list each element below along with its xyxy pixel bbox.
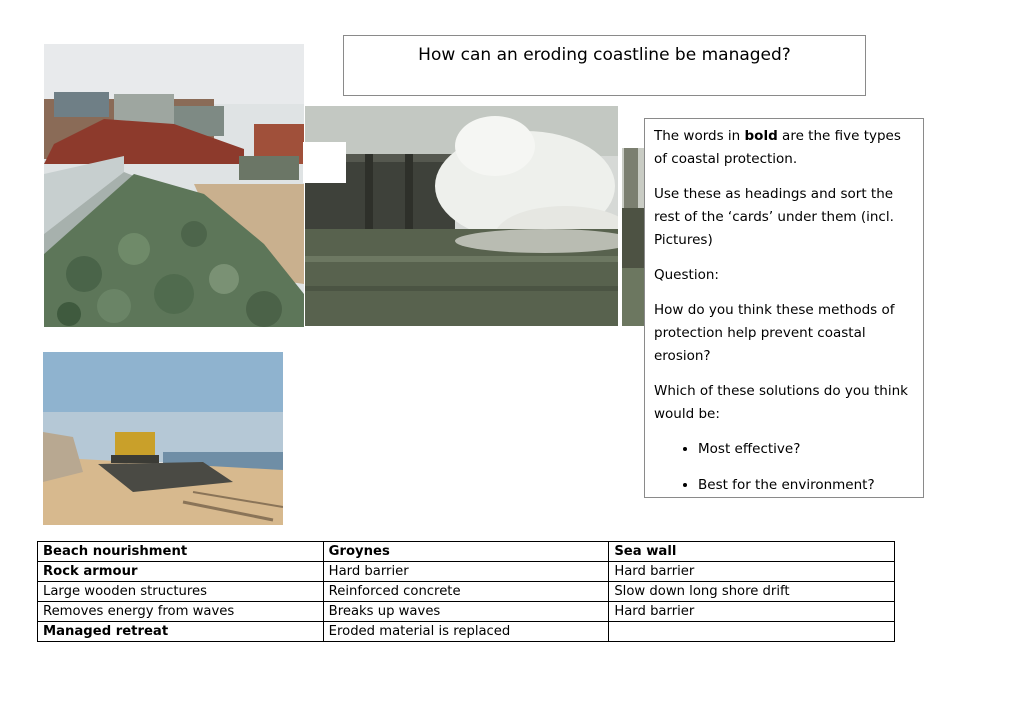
question-two: Which of these solutions do you think would be: xyxy=(654,383,908,422)
table-row xyxy=(38,582,895,602)
question-bullets xyxy=(654,438,914,497)
table-row xyxy=(38,622,895,642)
question-one: How do you think these methods of protection help prevent coastal erosion? xyxy=(654,302,895,364)
beach-nourishment-photo xyxy=(43,352,283,525)
table-cell: Large wooden structures xyxy=(38,582,324,602)
table-cell: Slow down long shore drift xyxy=(609,582,895,602)
table-cell: Rock armour xyxy=(38,562,324,582)
table-row xyxy=(38,602,895,622)
instructions-box xyxy=(644,118,924,498)
sea-wall-photo xyxy=(305,106,618,326)
page-title: How can an eroding coastline be managed? xyxy=(418,45,791,65)
table-row xyxy=(38,542,895,562)
partial-photo xyxy=(622,148,644,326)
cards-table xyxy=(37,541,895,642)
instruction-intro xyxy=(654,125,914,171)
instruction-text: The words in xyxy=(654,128,745,144)
table-cell: Beach nourishment xyxy=(38,542,324,562)
title-box xyxy=(343,35,866,96)
instruction-sort: Use these as headings and sort the rest of the ‘cards’ under them (incl. Pictures) xyxy=(654,186,894,248)
rock-armour-photo xyxy=(44,44,304,327)
table-cell: Hard barrier xyxy=(609,562,895,582)
table-cell: Eroded material is replaced xyxy=(323,622,609,642)
table-cell: Groynes xyxy=(323,542,609,562)
table-cell: Removes energy from waves xyxy=(38,602,324,622)
question-label: Question: xyxy=(654,267,719,283)
table-row xyxy=(38,562,895,582)
table-cell: Hard barrier xyxy=(609,602,895,622)
table-cell xyxy=(609,622,895,642)
table-cell: Hard barrier xyxy=(323,562,609,582)
bullet-item: • Most effective? xyxy=(698,438,914,461)
instruction-bold-word: bold xyxy=(744,128,778,144)
instruction-text: are the five types of coastal protection. xyxy=(654,128,901,167)
image-gap xyxy=(303,142,346,183)
bullet-item: • Best for the environment? xyxy=(698,474,914,497)
table-cell: Managed retreat xyxy=(38,622,324,642)
table-cell: Breaks up waves xyxy=(323,602,609,622)
table-cell: Reinforced concrete xyxy=(323,582,609,602)
table-cell: Sea wall xyxy=(609,542,895,562)
